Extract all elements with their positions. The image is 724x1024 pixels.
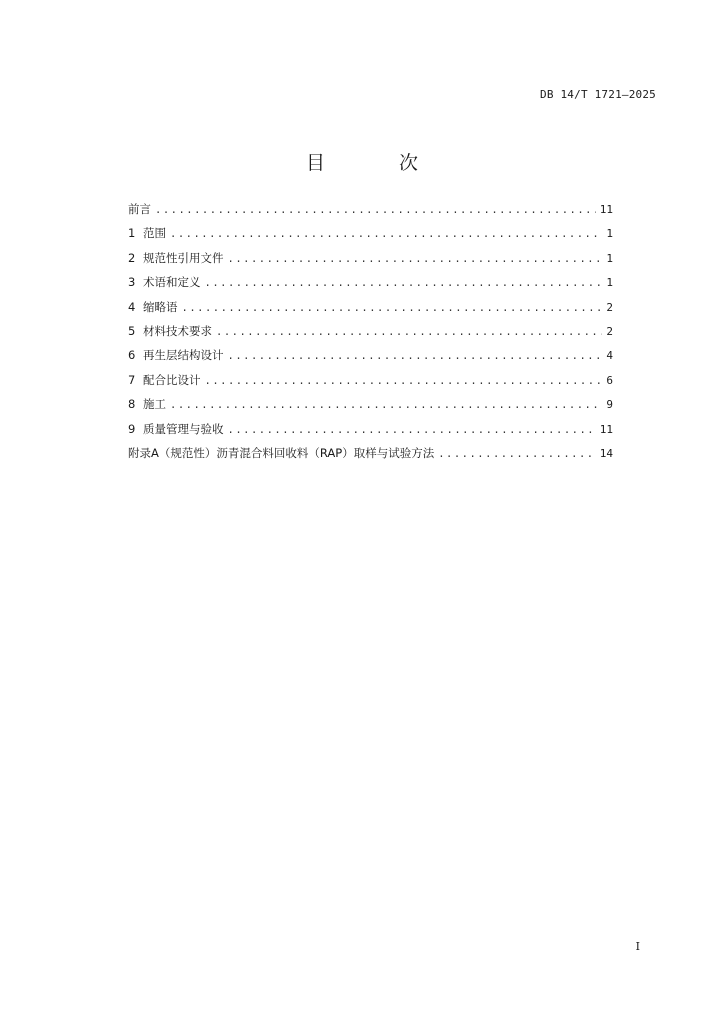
toc-entry-label: 材料技术要求 [143,323,212,338]
toc-entry-mix-design[interactable] [128,370,613,394]
toc-entry-number: 3 [128,275,136,290]
toc-entry-scope[interactable] [128,223,613,247]
toc-entry-label: 施工 [143,397,166,412]
toc-entry-number: 5 [128,323,136,338]
toc-entry-label: 术语和定义 [143,275,201,290]
toc-entry-number: 8 [128,397,136,412]
toc-entry-page: 11 [599,422,613,436]
toc-entry-page: 2 [606,324,613,338]
toc-entry-terms-definitions[interactable] [128,272,613,296]
toc-dot-leader [205,273,603,293]
toc-dot-leader [228,346,603,366]
table-of-contents [128,199,613,467]
toc-entry-number: 7 [128,372,136,387]
toc-entry-page: 4 [606,349,613,363]
toc-entry-page: 2 [606,300,613,314]
toc-dot-leader [155,200,596,220]
toc-entry-number: 4 [128,299,136,314]
toc-entry-label: 配合比设计 [143,372,201,387]
toc-entry-page: 11 [599,203,613,216]
toc-entry-number: 9 [128,421,136,436]
toc-entry-page: 1 [606,227,613,241]
toc-dot-leader [182,298,603,318]
toc-dot-leader [228,249,603,269]
toc-dot-leader [170,395,602,415]
toc-dot-leader [170,224,602,244]
toc-dot-leader [438,444,596,464]
toc-entry-number: 1 [128,226,136,241]
toc-entry-appendix-a[interactable] [128,443,613,467]
toc-entry-foreword[interactable] [128,199,613,223]
toc-dot-leader [216,322,602,342]
toc-entry-label: 再生层结构设计 [143,348,224,363]
toc-entry-label: 前言 [128,202,151,216]
toc-entry-quality-acceptance[interactable] [128,419,613,443]
toc-entry-material-requirements[interactable] [128,321,613,345]
toc-entry-normative-references[interactable] [128,248,613,272]
toc-entry-label: 附录A（规范性）沥青混合料回收料（RAP）取样与试验方法 [128,445,435,460]
page-title: 目 次 [305,152,453,174]
toc-entry-number: 2 [128,250,136,265]
page-number: I [635,940,640,953]
toc-entry-construction[interactable] [128,394,613,418]
toc-entry-label: 质量管理与验收 [143,421,224,436]
toc-entry-number: 6 [128,348,136,363]
toc-entry-page: 1 [606,251,613,265]
toc-entry-page: 9 [606,398,613,412]
toc-entry-page: 14 [599,446,613,460]
toc-entry-structure-design[interactable] [128,345,613,369]
toc-entry-page: 1 [606,276,613,290]
document-code: DB 14/T 1721—2025 [540,88,656,101]
toc-entry-page: 6 [606,373,613,387]
toc-entry-abbreviations[interactable] [128,297,613,321]
toc-dot-leader [205,371,603,391]
toc-dot-leader [228,420,596,440]
toc-entry-label: 缩略语 [143,299,178,314]
toc-entry-label: 规范性引用文件 [143,250,224,265]
toc-entry-label: 范围 [143,226,166,241]
